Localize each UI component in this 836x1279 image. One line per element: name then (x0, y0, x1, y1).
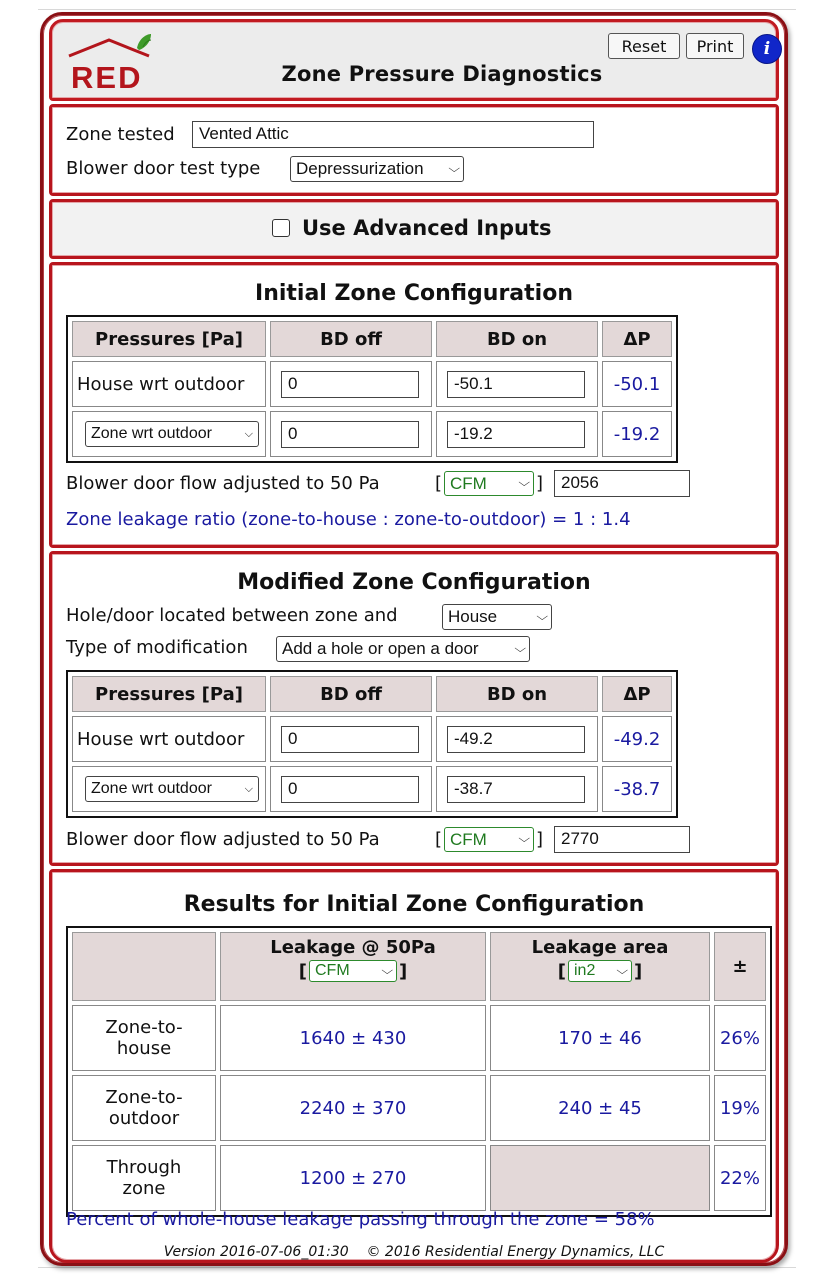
zone-to-house-leakage: 1640 ± 430 (220, 1005, 486, 1071)
whole-house-percent-text: Percent of whole-house leakage passing through the zone = 58% (66, 1209, 655, 1230)
advanced-checkbox[interactable] (272, 219, 290, 237)
row-label-zone-to-house: Zone-to- house (72, 1005, 216, 1071)
col-bd-off: BD off (270, 676, 432, 712)
hole-label: Hole/door located between zone and (66, 605, 398, 626)
zone-panel (49, 104, 779, 196)
zone-tested-input[interactable]: Vented Attic (192, 121, 594, 148)
mod-zone-ref-select[interactable] (85, 776, 259, 802)
flow-label: Blower door flow adjusted to 50 Pa (66, 473, 380, 494)
table-row (72, 1075, 766, 1141)
test-type-value: Depressurization (296, 159, 424, 178)
col-uncertainty: ± (714, 932, 766, 1001)
zone-to-outdoor-area: 240 ± 45 (490, 1075, 710, 1141)
zone-tested-label: Zone tested (66, 124, 175, 145)
modified-config-panel (49, 551, 779, 866)
col-area-label: Leakage area (531, 937, 669, 958)
reset-button[interactable]: Reset (608, 33, 680, 59)
flow-input[interactable]: 2056 (554, 470, 690, 497)
house-bd-on-input[interactable]: -50.1 (447, 371, 585, 398)
col-delta-p: ΔP (602, 321, 672, 357)
col-pressures: Pressures [Pa] (72, 676, 266, 712)
mod-flow-label: Blower door flow adjusted to 50 Pa (66, 829, 380, 850)
chevron-down-icon: ⌵ (513, 642, 526, 655)
flow-bracket-open: [ (435, 473, 443, 494)
col-bd-on: BD on (436, 676, 598, 712)
advanced-label: Use Advanced Inputs (302, 216, 552, 240)
mod-house-bd-off-input[interactable]: 0 (281, 726, 419, 753)
mod-flow-bracket-open: [ (435, 829, 443, 850)
col-leakage (220, 932, 486, 1001)
top-rule (38, 9, 796, 10)
initial-config-panel (49, 262, 779, 548)
flow-unit-value: CFM (450, 473, 487, 493)
row-label-house: House wrt outdoor (72, 361, 266, 407)
logo-text: RED (71, 60, 143, 92)
modification-value: Add a hole or open a door (282, 639, 479, 658)
advanced-toggle[interactable] (272, 216, 552, 240)
zone-bd-off-input[interactable]: 0 (281, 421, 419, 448)
chevron-down-icon: ⌵ (517, 477, 530, 489)
table-row (72, 361, 672, 407)
zone-ref-select[interactable] (85, 421, 259, 447)
col-bd-off: BD off (270, 321, 432, 357)
hole-location-value: House (448, 607, 498, 626)
app-frame (40, 12, 788, 1266)
zone-delta-p: -19.2 (602, 411, 672, 457)
hole-location-select[interactable] (442, 604, 552, 630)
chevron-down-icon: ⌵ (535, 610, 548, 623)
modification-select[interactable] (276, 636, 530, 662)
advanced-panel (49, 199, 779, 259)
through-zone-pct: 22% (714, 1145, 766, 1211)
initial-pressure-table (66, 315, 678, 463)
col-leakage-label: Leakage @ 50Pa (270, 937, 436, 958)
leakage-unit-value: CFM (315, 962, 350, 979)
table-row (72, 1005, 766, 1071)
leakage-bracket-open: [ (298, 960, 307, 982)
results-table (66, 926, 772, 1217)
zone-to-outdoor-leakage: 2240 ± 370 (220, 1075, 486, 1141)
modification-label: Type of modification (66, 637, 248, 658)
house-delta-p: -50.1 (602, 361, 672, 407)
chevron-down-icon: ⌵ (615, 964, 628, 977)
chevron-down-icon: ⌵ (447, 162, 460, 175)
table-row (72, 411, 672, 457)
results-panel (49, 869, 779, 1263)
table-row (72, 766, 672, 812)
print-button[interactable]: Print (686, 33, 744, 59)
area-bracket-open: [ (557, 960, 566, 982)
info-icon[interactable]: i (752, 34, 782, 64)
table-row (72, 716, 672, 762)
mod-flow-unit-select[interactable] (444, 827, 534, 852)
zone-to-house-pct: 26% (714, 1005, 766, 1071)
mod-zone-bd-off-input[interactable]: 0 (281, 776, 419, 803)
results-corner-cell (72, 932, 216, 1001)
col-bd-on: BD on (436, 321, 598, 357)
zone-to-house-area: 170 ± 46 (490, 1005, 710, 1071)
area-bracket-close: ] (634, 960, 643, 982)
flow-unit-select[interactable] (444, 471, 534, 496)
chevron-down-icon: ⌵ (517, 833, 530, 845)
table-row (72, 1145, 766, 1211)
chevron-down-icon: ⌵ (380, 964, 393, 977)
flow-bracket-close: ] (536, 473, 544, 494)
zone-bd-on-input[interactable]: -19.2 (447, 421, 585, 448)
mod-zone-delta-p: -38.7 (602, 766, 672, 812)
mod-house-delta-p: -49.2 (602, 716, 672, 762)
leakage-unit-select[interactable] (309, 960, 397, 982)
modified-pressure-table (66, 670, 678, 818)
leakage-ratio-text: Zone leakage ratio (zone-to-house : zone-to-outdoor) = 1 : 1.4 (66, 509, 631, 530)
mod-zone-bd-on-input[interactable]: -38.7 (447, 776, 585, 803)
row-label-zone-to-outdoor: Zone-to- outdoor (72, 1075, 216, 1141)
zone-to-outdoor-pct: 19% (714, 1075, 766, 1141)
results-title: Results for Initial Zone Configuration (183, 892, 645, 917)
chevron-down-icon: ⌵ (244, 782, 253, 795)
test-type-label: Blower door test type (66, 158, 261, 179)
mod-house-bd-on-input[interactable]: -49.2 (447, 726, 585, 753)
header-panel (49, 19, 779, 101)
chevron-down-icon: ⌵ (244, 427, 253, 440)
test-type-select[interactable] (290, 156, 464, 182)
mod-flow-unit-value: CFM (450, 829, 487, 849)
leakage-bracket-close: ] (399, 960, 408, 982)
col-pressures: Pressures [Pa] (72, 321, 266, 357)
mod-flow-input[interactable]: 2770 (554, 826, 690, 853)
row-label-house: House wrt outdoor (72, 716, 266, 762)
mod-zone-ref-value: Zone wrt outdoor (91, 780, 212, 797)
col-delta-p: ΔP (602, 676, 672, 712)
modified-title: Modified Zone Configuration (237, 570, 591, 595)
row-label-through-zone: Through zone (72, 1145, 216, 1211)
red-logo (65, 34, 159, 92)
page-title: Zone Pressure Diagnostics (281, 62, 603, 86)
area-unit-value: in2 (574, 962, 596, 979)
through-zone-leakage: 1200 ± 270 (220, 1145, 486, 1211)
col-area (490, 932, 710, 1001)
initial-title: Initial Zone Configuration (255, 281, 573, 306)
house-bd-off-input[interactable]: 0 (281, 371, 419, 398)
version-footer: Version 2016-07-06_01:30 © 2016 Residential Energy Dynamics, LLC (163, 1244, 665, 1260)
bottom-rule (38, 1267, 796, 1268)
area-unit-select[interactable] (568, 960, 632, 982)
through-zone-area-empty (490, 1145, 710, 1211)
zone-ref-value: Zone wrt outdoor (91, 425, 212, 442)
mod-flow-bracket-close: ] (536, 829, 544, 850)
